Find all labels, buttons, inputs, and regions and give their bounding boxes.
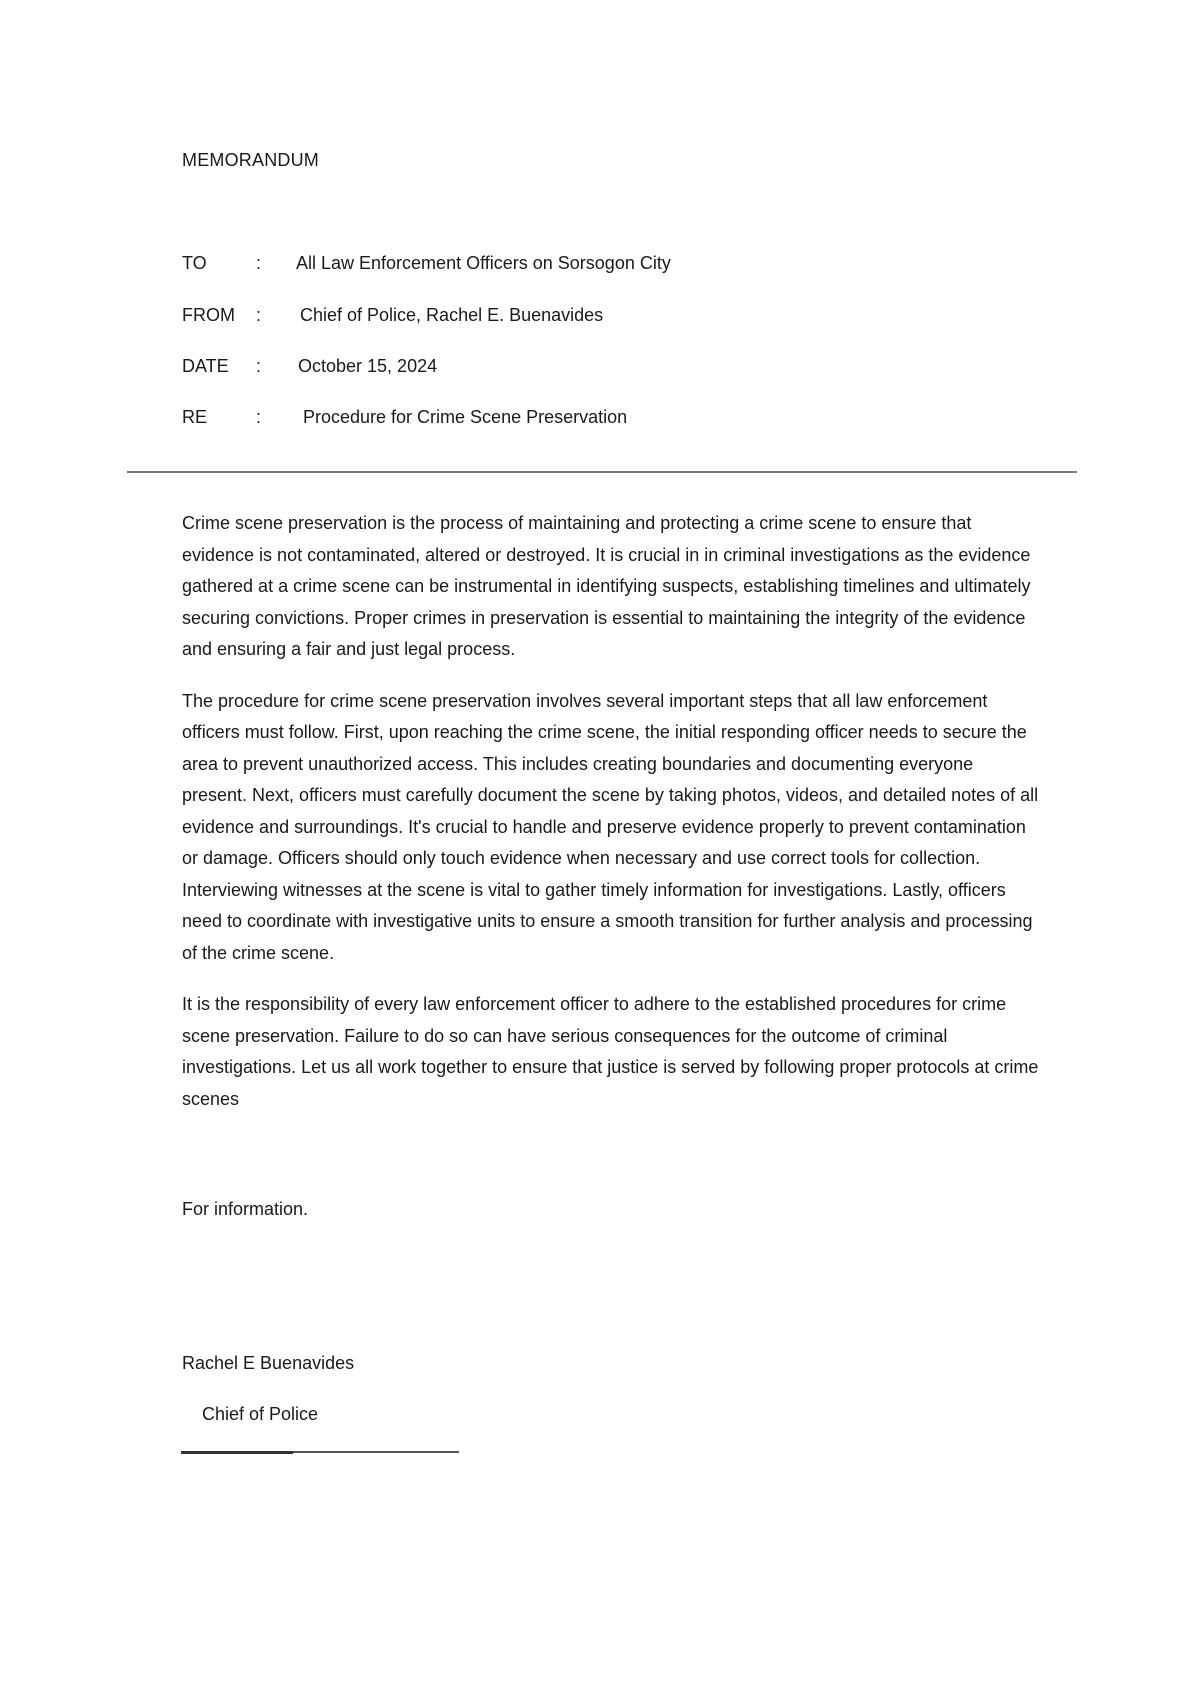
memo-body (182, 508, 1042, 1135)
header-row-date (182, 356, 437, 377)
signature-line-accent (181, 1451, 293, 1454)
header-label-from: FROM (182, 305, 235, 325)
body-paragraph: The procedure for crime scene preservation involves several important steps that all law enforcement officers must follow. First, upon reaching the crime scene, the initial responding officer needs to secure the area to prevent unauthorized access. This includes creating boundaries and documenting everyone present. Next, officers must carefully document the scene by taking photos, videos, and detailed notes of all evidence and surroundings. It's crucial to handle and preserve evidence properly to prevent contamination or damage. Officers should only touch evidence when necessary and use correct tools for collection. Interviewing witnesses at the scene is vital to gather timely information for investigations. Lastly, officers need to coordinate with investigative units to ensure a smooth transition for further analysis and processing of the crime scene. (182, 690, 1039, 963)
header-value-to: All Law Enforcement Officers on Sorsogon City (296, 253, 671, 273)
header-label-to: TO (182, 253, 207, 273)
header-colon: : (256, 305, 262, 325)
header-divider (127, 471, 1077, 473)
memo-title: MEMORANDUM (182, 150, 319, 170)
body-paragraph: It is the responsibility of every law enforcement officer to adhere to the established procedures for crime scene preservation. Failure to do so can have serious consequences for the outcome of criminal investigations. Let us all work together to ensure that justice is served by following proper protocols at crime scenes (182, 994, 1039, 1109)
signatory-title: Chief of Police (202, 1404, 319, 1424)
header-colon: : (256, 356, 262, 376)
header-colon: : (256, 407, 262, 427)
header-row-re (182, 407, 627, 428)
header-value-re: Procedure for Crime Scene Preservation (303, 407, 628, 427)
header-value-date: October 15, 2024 (298, 356, 438, 376)
body-paragraph: Crime scene preservation is the process of maintaining and protecting a crime scene to ensure that evidence is not contaminated, altered or destroyed. It is crucial in in criminal investigations as the evidence gathered at a crime scene can be instrumental in identifying suspects, establishing timelines and ultimately securing convictions. Proper crimes in preservation is essential to maintaining the integrity of the evidence and ensuring a fair and just legal process. (182, 513, 1031, 659)
header-colon: : (256, 253, 262, 273)
closing-line: For information. (182, 1199, 309, 1219)
header-label-date: DATE (182, 356, 229, 376)
header-row-to (182, 253, 671, 274)
header-label-re: RE (182, 407, 208, 427)
header-value-from: Chief of Police, Rachel E. Buenavides (300, 305, 604, 325)
header-row-from (182, 305, 603, 326)
signatory-name: Rachel E Buenavides (182, 1353, 355, 1373)
